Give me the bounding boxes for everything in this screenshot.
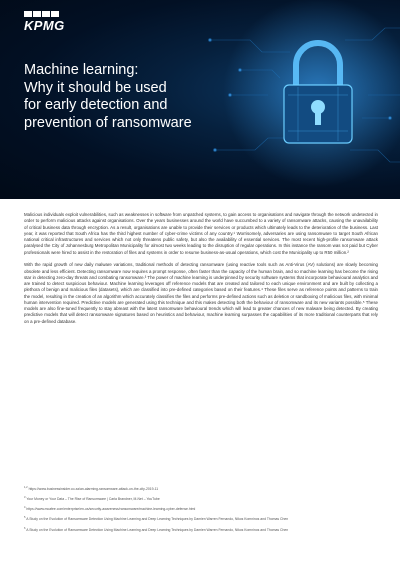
title-line: for early detection and <box>24 97 168 113</box>
footnote: $^6$ A Study on the Evolution of Ransomware Detection Using Machine Learning and Deep Learning Techniques by Damien Warren Fernando, Nikos Komninos and Thomas Chen <box>24 526 289 532</box>
title-line: Why it should be used <box>24 79 167 96</box>
title-line: prevention of ransomware <box>24 114 192 131</box>
footnotes <box>24 485 378 536</box>
page-title <box>24 62 284 132</box>
hero-banner <box>0 0 400 199</box>
kpmg-logo-blocks <box>24 11 59 17</box>
footnote: $^4$ https://www.mcafee.com/enterprise/en-us/security-awareness/ransomware/machine-learning-cyber-defense.html <box>24 506 196 512</box>
footnote: $^3$ Your Money or Your Data – The Rise of Ransomware | Carla Brandner, M-Net – YouTube <box>24 496 160 502</box>
kpmg-logo: KPMG <box>24 18 65 33</box>
title-line: Machine learning: <box>24 62 139 78</box>
body-paragraph: With the rapid growth of new daily malware variations, traditional methods of detecting ransomware (using reactive tools such as Anti-Virus (AV) solutions) are slowly becoming obsolete and less efficient. Detecting ransomware now requires a prompt response, often faster than the capacity of the human brain, and so machine learning has become the rising star in detecting zero-day threats and combating ransomware.³ The power of machine learning is underpinned by security software systems that incorporate behavioural analytics and are trained to detect suspicious behaviour. Machine learning leverages off reference models that are created and tailored to each unique environment and are built by collecting a plethora of benign and malicious files (datasets), which are classified into pre-defined categories based on their features.⁴ These files serve as reference points and patterns to train the model, resulting in the creation of an algorithm which accurately classifies the files and performs pre-defined actions such as deletion or sandboxing of malicious files, with minimal human intervention required. Predictive models are generated using this technique and this makes detecting both the behaviour of ransomware and its new variants possible.⁵ These models are also fine-tuned frequently to stay abreast with the latest ransomware behavioural trends which will lead to greater chances of new malware being detected. By creating predictive models that will detect ransomware signatures based on heuristics and behaviour, machine learning surpasses the capabilities of its more traditional counterparts that rely on a pre-defined database. <box>24 262 378 324</box>
footnote: $^{1,2}$ https://www.businessinsider.co.za/an-alarming-ransomware-attack-on-the-city-2019-11 <box>24 486 159 492</box>
body-paragraph: Malicious individuals exploit vulnerabilities, such as weaknesses in software from unpatched systems, to gain access to organisations and navigate through the network undetected in order to perform malicious attacks against organisations. Over the years businesses around the world have succumbed to a variety of ransomware attacks, causing the unavailability of critical business data through encryption. As a result, organisations are unable to provide their services or products which ultimately leads to the deterioration of the business. Last year, it was reported that South Africa has the third highest number of cyber-crime victims of any country.¹ Worrisomely, adversaries are using ransomware to target South African national critical infrastructures and services which not only threatens public safety, but also the availability of essential services. The most recent high-profile ransomware attack paralysed the City of Johannesburg Metropolitan Municipality for almost two weeks leading to the disruption of regular operations. In this instance the ransom was not paid but Cyber professionals were hired to assist in the restoration of files and systems in order to resume business-as-usual operations, which cost the Municipality up to R50 million.² <box>24 212 378 255</box>
article-body <box>24 212 378 331</box>
footnote: $^5$ A Study on the Evolution of Ransomware Detection Using Machine Learning and Deep Learning Techniques by Damien Warren Fernando, Nikos Komninos and Thomas Chen <box>24 516 289 522</box>
